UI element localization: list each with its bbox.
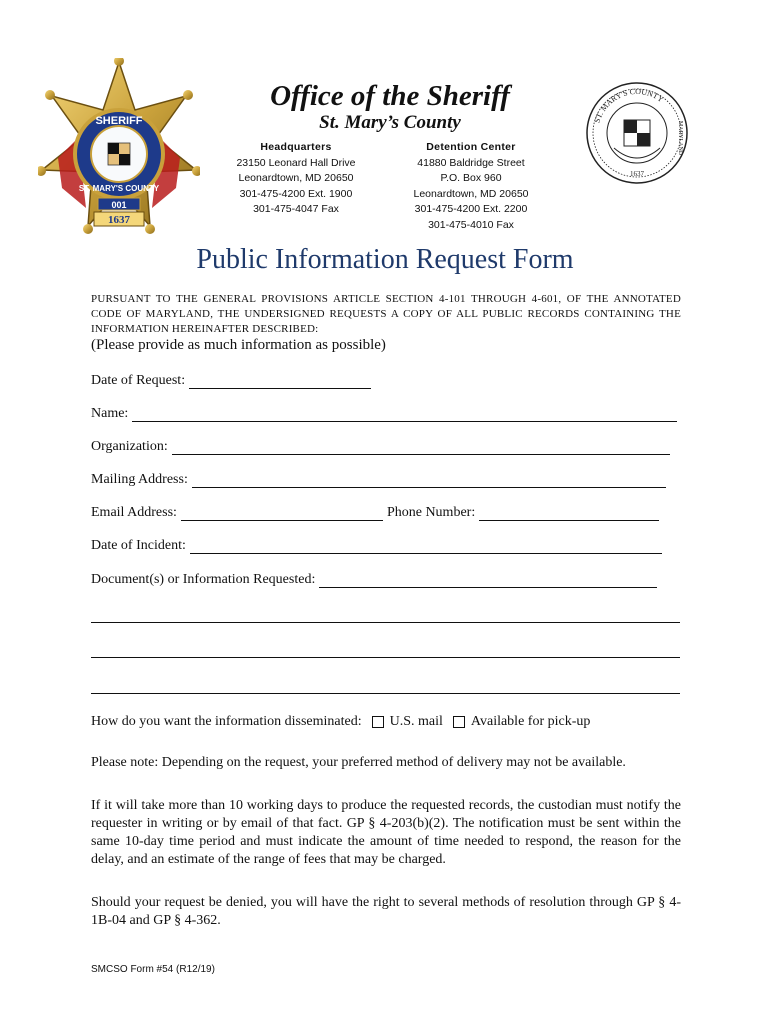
detention-center-address <box>402 140 540 233</box>
delivery-note: Please note: Depending on the request, your preferred method of delivery may not be available. <box>91 755 626 770</box>
date-of-incident-label: Date of Incident: <box>91 538 186 553</box>
date-of-incident-field[interactable] <box>190 539 662 554</box>
pursuant-statement: PURSUANT TO THE GENERAL PROVISIONS ARTICLE SECTION 4-101 THROUGH 4-601, OF THE ANNOTATED CODE OF MARYLAND, THE UNDERSIGNED REQUESTS A COPY OF ALL PUBLIC RECORDS CONTAINING THE INFORMATION HEREINAFTER DESCRIBED: <box>91 293 681 335</box>
phone-number-label: Phone Number: <box>386 505 476 520</box>
county-seal-logo <box>584 80 690 186</box>
mailing-address-row <box>91 472 666 488</box>
seal-year: 1637 <box>630 170 644 178</box>
organization-field[interactable] <box>172 440 670 455</box>
dissemination-row <box>91 714 590 730</box>
hq-fax: 301-475-4047 Fax <box>253 203 339 215</box>
date-of-request-row <box>91 373 371 389</box>
hq-address-line: Leonardtown, MD 20650 <box>238 172 354 184</box>
det-fax: 301-475-4010 Fax <box>428 218 514 231</box>
delay-paragraph: If it will take more than 10 working days to produce the requested records, the custodian must notify the requester in writing or by email of that fact. GP § 4-203(b)(2). The notification must be sent within the same 10-day time period and must indicate the amount of time needed to respond, the reason for the delay, and an estimate of the range of fees that may be charged. <box>91 798 681 867</box>
badge-number: 001 <box>111 200 127 210</box>
sheriff-badge-logo <box>38 58 200 242</box>
seal-right-text: MARYLAND <box>677 120 683 156</box>
denial-paragraph: Should your request be denied, you will have the right to several methods of resolution through GP § 4-1B-04 and GP § 4-362. <box>91 895 681 928</box>
email-address-label: Email Address: <box>91 505 177 520</box>
documents-requested-line[interactable] <box>91 622 680 623</box>
office-title: Office of the Sheriff <box>270 80 510 112</box>
email-address-field[interactable] <box>181 506 383 521</box>
hq-address-line: 23150 Leonard Hall Drive <box>236 156 356 169</box>
county-title: St. Mary’s County <box>319 112 461 133</box>
name-field[interactable] <box>132 407 677 422</box>
phone-number-field[interactable] <box>479 506 659 521</box>
name-row <box>91 406 677 422</box>
seal-top-text: ST. MARY'S COUNTY <box>592 86 666 124</box>
badge-bottom-text: ST. MARY'S COUNTY <box>78 184 160 193</box>
email-phone-row <box>91 505 659 521</box>
badge-year: 1637 <box>108 214 130 226</box>
detention-center-heading: Detention Center <box>426 141 516 153</box>
det-address-line: 41880 Baldridge Street <box>417 156 525 169</box>
documents-requested-field[interactable] <box>319 573 657 588</box>
instruction-text: (Please provide as much information as possible) <box>91 337 386 353</box>
badge-top-text: SHERIFF <box>95 115 143 127</box>
det-address-line: P.O. Box 960 <box>440 172 502 184</box>
date-of-request-field[interactable] <box>189 374 371 389</box>
pickup-checkbox[interactable] <box>453 716 465 728</box>
date-of-request-label: Date of Request: <box>91 373 186 388</box>
det-phone: 301-475-4200 Ext. 2200 <box>414 203 528 215</box>
headquarters-address <box>224 140 368 218</box>
documents-requested-line[interactable] <box>91 693 680 694</box>
headquarters-heading: Headquarters <box>260 141 332 153</box>
documents-requested-row <box>91 572 657 588</box>
name-label: Name: <box>91 406 129 421</box>
organization-label: Organization: <box>91 439 168 454</box>
mailing-address-label: Mailing Address: <box>91 472 188 487</box>
documents-requested-line[interactable] <box>91 657 680 658</box>
mailing-address-field[interactable] <box>192 473 666 488</box>
pickup-label: Available for pick-up <box>470 714 591 729</box>
det-address-line: Leonardtown, MD 20650 <box>413 187 529 200</box>
us-mail-checkbox[interactable] <box>372 716 384 728</box>
form-number-footer: SMCSO Form #54 (R12/19) <box>91 964 215 975</box>
form-title: Public Information Request Form <box>196 244 574 275</box>
documents-requested-label: Document(s) or Information Requested: <box>91 572 316 587</box>
dissemination-question: How do you want the information disseminated: <box>91 714 362 729</box>
hq-phone: 301-475-4200 Ext. 1900 <box>239 187 353 200</box>
us-mail-label: U.S. mail <box>389 714 443 729</box>
organization-row <box>91 439 670 455</box>
date-of-incident-row <box>91 538 662 554</box>
